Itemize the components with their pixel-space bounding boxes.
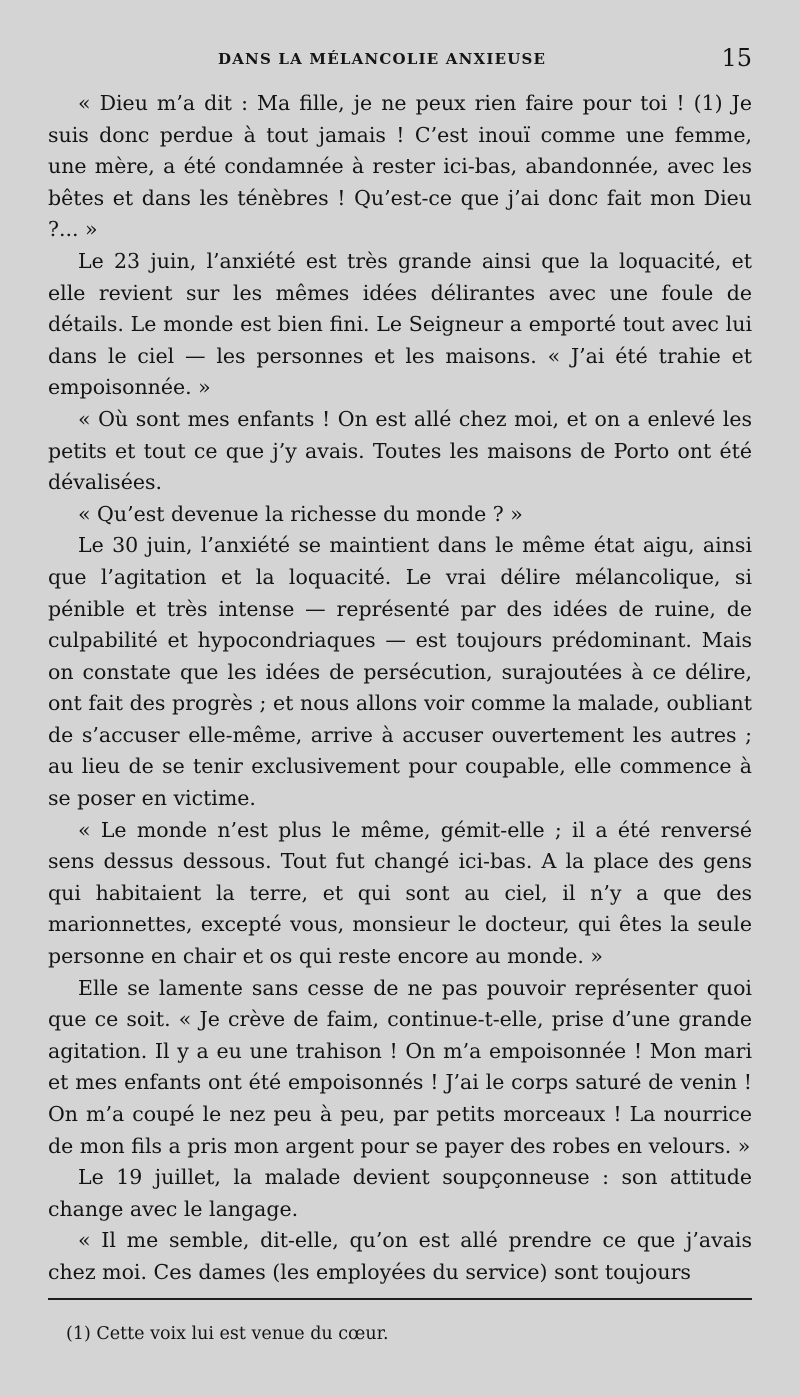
- page-number: 15: [721, 44, 752, 72]
- paragraph: « Le monde n’est plus le même, gémit-elle ; il a été renversé sens dessus dessous. Tout fut changé ici-bas. A la place des gens qui habitaient la terre, et qui sont au ciel, il n’y a que des marionnettes, excepté vous, monsieur le docteur, qui êtes la seule personne en chair et os qui reste encore au monde. »: [48, 817, 752, 969]
- running-title: DANS LA MÉLANCOLIE ANXIEUSE: [218, 50, 547, 68]
- running-head: [48, 44, 752, 78]
- paragraph: Le 23 juin, l’anxiété est très grande ainsi que la loquacité, et elle revient sur les mêmes idées délirantes avec une foule de détails. Le monde est bien fini. Le Seigneur a emporté tout avec lui dans le ciel — les personnes et les maisons. « J’ai été trahie et empoisonnée. »: [48, 248, 752, 400]
- paragraph: « Qu’est devenue la richesse du monde ? »: [78, 501, 523, 526]
- paragraph: Le 19 juillet, la malade devient soupçonneuse : son attitude change avec le langage.: [48, 1165, 752, 1221]
- paragraph: « Dieu m’a dit : Ma fille, je ne peux rien faire pour toi ! (1) Je suis donc perdue à tout jamais ! C’est inouï comme une femme, une mère, a été condamnée à rester ici-bas, abandonnée, avec les bêtes et dans les ténèbres ! Qu’est-ce que j’ai donc fait mon Dieu ?... »: [48, 91, 752, 242]
- paragraph: « Il me semble, dit-elle, qu’on est allé prendre ce que j’avais chez moi. Ces dames (les employées du service) sont toujours: [48, 1228, 752, 1284]
- body-text: [48, 88, 752, 1289]
- footnote-rule: [48, 1298, 752, 1300]
- paragraph: Elle se lamente sans cesse de ne pas pouvoir représenter quoi que ce soit. « Je crève de faim, continue-t-elle, prise d’une grande agitation. Il y a eu une trahison ! On m’a empoisonnée ! Mon mari et mes enfants ont été empoisonnés ! J’ai le corps saturé de venin ! On m’a coupé le nez peu à peu, par petits morceaux ! La nourrice de mon fils a pris mon argent pour se payer des robes en velours. »: [48, 975, 752, 1158]
- paragraph: Le 30 juin, l’anxiété se maintient dans le même état aigu, ainsi que l’agitation et la loquacité. Le vrai délire mélancolique, si pénible et très intense — représenté par des idées de ruine, de culpabilité et hypocondriaques — est toujours prédominant. Mais on constate que les idées de persécution, surajoutées à ce délire, ont fait des progrès ; et nous allons voir comme la malade, oubliant de s’accuser elle-même, arrive à accuser ouvertement les autres ; au lieu de se tenir exclusivement pour coupable, elle commence à se poser en victime.: [48, 533, 752, 811]
- paragraph: « Où sont mes enfants ! On est allé chez moi, et on a enlevé les petits et tout ce que j’y avais. Toutes les maisons de Porto ont été dévalisées.: [48, 406, 752, 495]
- footnote: (1) Cette voix lui est venue du cœur.: [66, 1324, 389, 1344]
